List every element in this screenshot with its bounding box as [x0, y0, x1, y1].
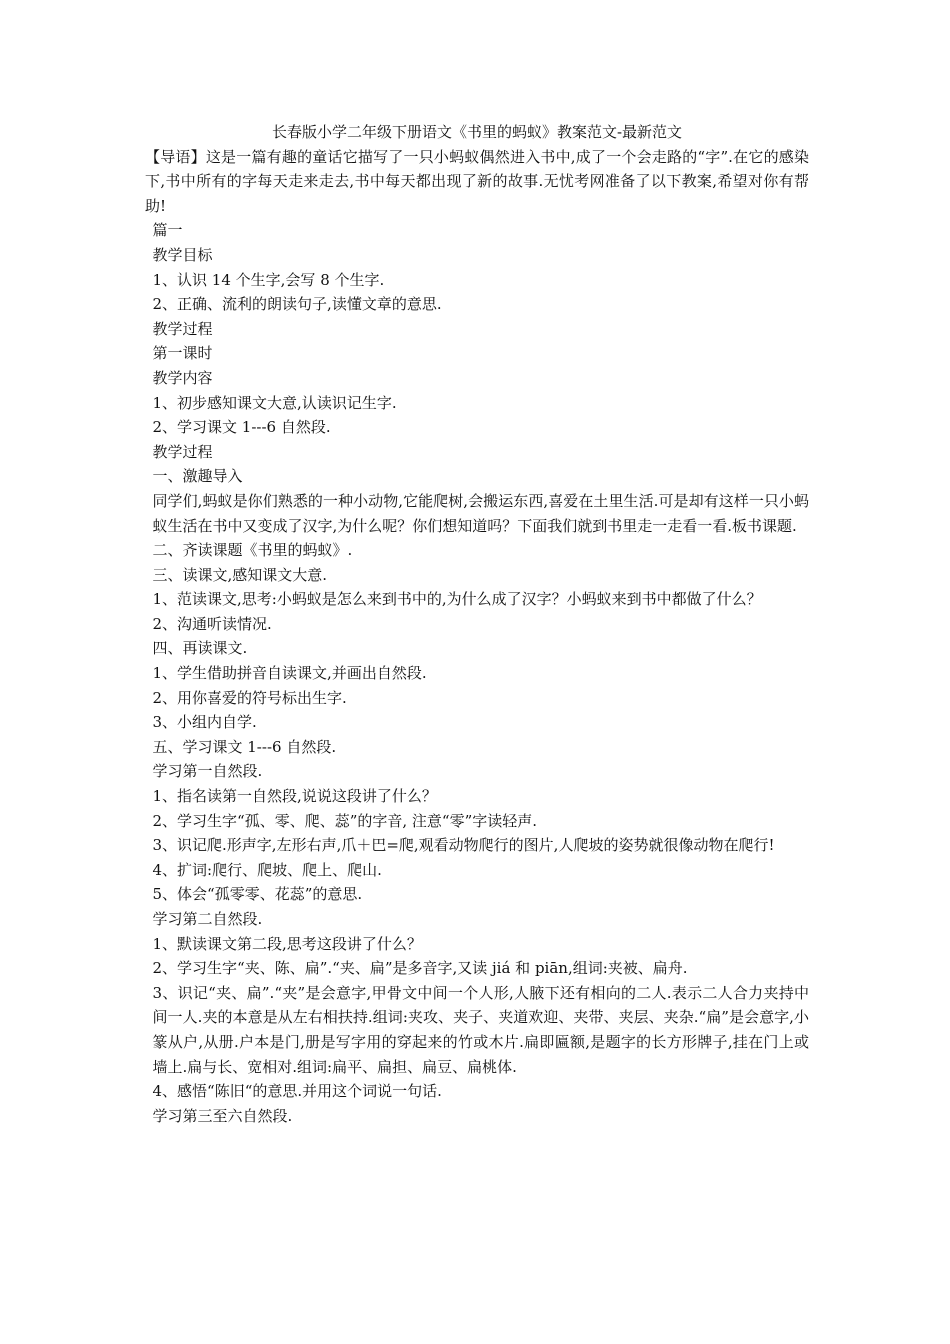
paragraph: 1、范读课文,思考:小蚂蚁是怎么来到书中的,为什么成了汉字？小蚂蚁来到书中都做了什么？ — [152, 590, 762, 609]
paragraph: 同学们,蚂蚁是你们熟悉的一种小动物,它能爬树,会搬运东西,喜爱在土里生活.可是却有这样一只小蚂蚁生活在书中又变成了汉字,为什么呢？你们想知道吗？下面我们就到书里走一走看一看.板书课题. — [152, 491, 809, 535]
paragraph: 四、再读课文. — [152, 639, 248, 658]
paragraph: 五、学习课文 1---6 自然段. — [152, 737, 337, 756]
paragraph: 三、读课文,感知课文大意. — [152, 565, 328, 584]
paragraph: 第一课时 — [152, 344, 213, 363]
paragraph: 3、小组内自学. — [152, 713, 257, 732]
paragraph: 教学内容 — [152, 368, 213, 387]
paragraph: 4、扩词:爬行、爬坡、爬上、爬山. — [152, 860, 382, 879]
paragraph: 二、齐读课题《书里的蚂蚁》. — [152, 541, 353, 560]
paragraph: 1、学生借助拼音自读课文,并画出自然段. — [152, 664, 427, 683]
paragraph: 学习第二自然段. — [152, 910, 263, 928]
paragraph: 3、识记爬.形声字,左形右声,爪＋巴=爬,观看动物爬行的图片,人爬坡的姿势就很像动物在爬行! — [152, 836, 775, 855]
paragraph: 2、正确、流利的朗读句子,读懂文章的意思. — [152, 295, 442, 314]
paragraph: 2、用你喜爱的符号标出生字. — [152, 688, 347, 707]
paragraph: 2、学习生字“夹、陈、扁”.“夹、扁”是多音字,又读 jiá 和 piān,组词:夹被、扁舟. — [152, 959, 688, 978]
paragraph: 5、体会“孤零零、花蕊”的意思. — [152, 885, 363, 904]
paragraph: 1、初步感知课文大意,认读识记生字. — [152, 393, 397, 412]
paragraph: 1、默读课文第二段,思考这段讲了什么？ — [152, 934, 422, 953]
paragraph: 教学目标 — [152, 245, 213, 264]
paragraph: 学习第三至六自然段. — [152, 1106, 293, 1125]
paragraph: 教学过程 — [152, 442, 213, 461]
paragraph: 篇一 — [152, 221, 183, 240]
paragraph: 4、感悟“陈旧“的意思.并用这个词说一句话. — [152, 1082, 442, 1101]
paragraph: 3、识记“夹、扁”.“夹”是会意字,甲骨文中间一个人形,人腋下还有相向的二人.表示二人合力夹持中间一人.夹的本意是从左右相扶持.组词:夹攻、夹子、夹道欢迎、夹带、夹层、夹杂.“扁”是会意字,小篆从户,从册.户本是门,册是写字用的穿起来的竹或木片.扁即匾额,是题字的长方形牌子,挂在门上或墙上.扁与长、宽相对.组词:扁平、扁担、扁豆、扁桃体. — [152, 983, 809, 1076]
paragraph: 1、认识 14 个生字,会写 8 个生字. — [152, 270, 385, 289]
paragraph: 1、指名读第一自然段,说说这段讲了什么？ — [152, 787, 437, 806]
paragraph: 学习第一自然段. — [152, 762, 263, 781]
document-title: 长春版小学二年级下册语文《书里的蚂蚁》教案范文-最新范文 — [271, 123, 683, 141]
paragraph: 2、学习课文 1---6 自然段. — [152, 418, 331, 437]
paragraph: 教学过程 — [152, 319, 213, 338]
paragraph: 2、沟通听读情况. — [152, 614, 272, 633]
document-body — [145, 120, 809, 1128]
paragraph: 2、学习生字“孤、零、爬、蕊”的字音, 注意“零”字读轻声. — [152, 811, 538, 830]
paragraph: 【导语】这是一篇有趣的童话它描写了一只小蚂蚁偶然进入书中,成了一个会走路的“字”.在它的感染下,书中所有的字每天走来走去,书中每天都出现了新的故事.无忧考网准备了以下教案,希望对你有帮助! — [145, 147, 809, 215]
paragraph-list — [145, 145, 809, 1129]
paragraph: 一、激趣导入 — [152, 467, 243, 486]
